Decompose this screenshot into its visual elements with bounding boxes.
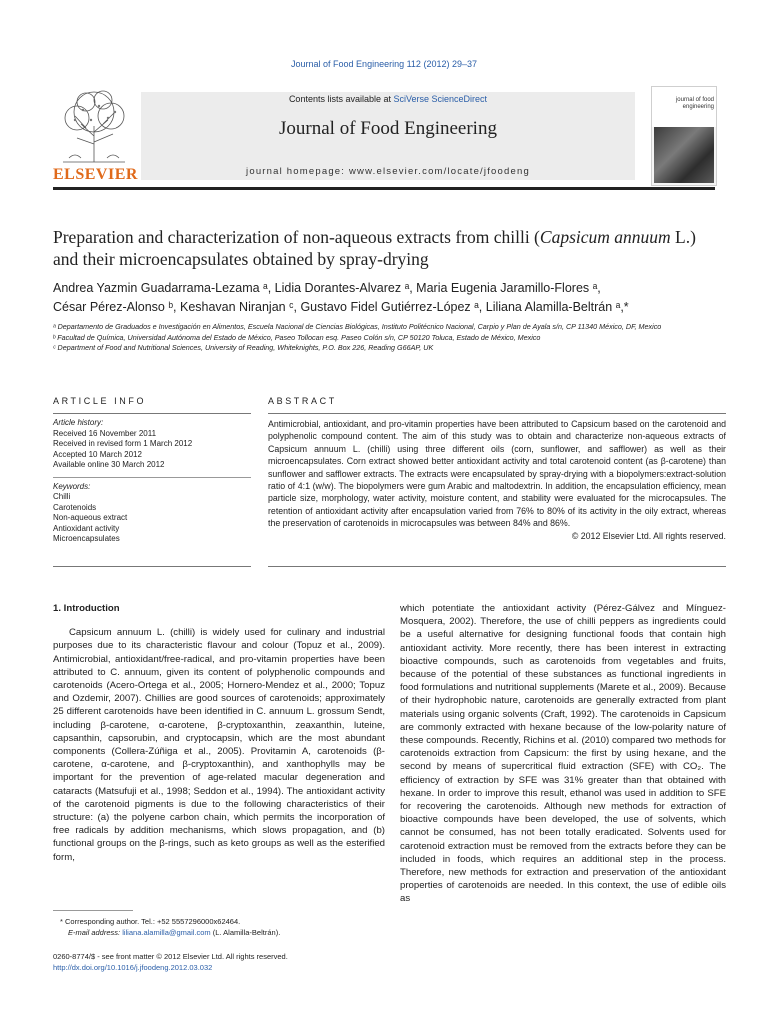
- keyword: Antioxidant activity: [53, 523, 120, 533]
- intro-heading: 1. Introduction: [53, 603, 120, 614]
- article-info: [53, 418, 251, 545]
- info-bottom-rule: [53, 566, 251, 567]
- journal-cover-image: [651, 86, 717, 186]
- keyword: Microencapsulates: [53, 534, 120, 543]
- journal-header: [53, 86, 715, 184]
- abstract-text: Antimicrobial, antioxidant, and pro-vitamin properties have been attributed to Capsicum based on the carotenoid and polyphenolic compound content. The aim of this study was to obtain and characterize non-aqueous extracts of Capsicum annuum L. (chilli) using three different oils (corn, sunflower, and safflower) as well as their microencapsulates. Corn extract showed better antioxidant activity and total carotenoid content (as β-carotene) than sunflower and safflower extracts. The extracts were encapsulated by spray-drying with a biopolymers:extract-solution ratio of 4:1 (w/w). The biopolymers were gum Arabic and maltodextrin. In addition, the encapsulation efficiency, mean particle size, morphology, water activity, moisture content, and stability were evaluated for the microcapsules. The retention of antioxidant activity after encapsulation varied from 76% to 80% of its activity in the oily extract, whereas the preservation of carotenoids in microcapsules was between 84% and 86%.: [268, 419, 726, 529]
- email-line: [60, 928, 380, 939]
- abstract: [268, 418, 726, 542]
- affiliation-a: ᵃ Departamento de Graduados e Investigación en Alimentos, Escuela Nacional de Ciencias Biológicas, Instituto Politécnico Nacional, Carpio y Plan de Ayala s/n, CP 11340 México, DF, Mexico: [53, 322, 662, 331]
- keyword: Chilli: [53, 492, 71, 501]
- history-item: Accepted 10 March 2012: [53, 449, 142, 459]
- keyword: Carotenoids: [53, 502, 97, 512]
- elsevier-logo: [53, 86, 138, 184]
- article-info-rule: [53, 413, 251, 414]
- title-italic: Capsicum annuum: [539, 227, 671, 247]
- elsevier-tree-icon: [53, 86, 135, 164]
- title-part2: L.) and their microencapsulates obtained by spray-drying: [53, 227, 696, 269]
- history-item: Available online 30 March 2012: [53, 460, 165, 469]
- issn-line: 0260-8774/$ - see front matter © 2012 Elsevier Ltd. All rights reserved.: [53, 952, 288, 961]
- authors-line-2: César Pérez-Alonso ᵇ, Keshavan Niranjan ᶜ, Gustavo Fidel Gutiérrez-López ᵃ, Liliana Alamilla-Beltrán ᵃ,*: [53, 300, 629, 314]
- publisher-name: ELSEVIER: [53, 166, 138, 183]
- contents-line: [141, 94, 635, 104]
- info-divider: [53, 477, 251, 478]
- copyright: © 2012 Elsevier Ltd. All rights reserved.: [571, 530, 726, 541]
- header-divider: [53, 187, 715, 190]
- article-title: [53, 226, 715, 270]
- affiliation-c: ᶜ Department of Food and Nutritional Sciences, University of Reading, Whiteknights, P.O. Box 226, Reading G66AP, UK: [53, 343, 434, 352]
- journal-homepage[interactable]: journal homepage: www.elsevier.com/locate/jfoodeng: [246, 166, 530, 177]
- email-label: E-mail address:: [68, 927, 123, 937]
- history-label: Article history:: [53, 418, 104, 427]
- title-part1: Preparation and characterization of non-aqueous extracts from chilli (: [53, 227, 540, 247]
- cover-photo: [654, 127, 714, 183]
- affiliations: [53, 322, 715, 354]
- corresponding-author: * Corresponding author. Tel.: +52 5557296000x62464.: [60, 917, 241, 926]
- journal-name: Journal of Food Engineering: [279, 118, 497, 139]
- intro-paragraph-continued: which potentiate the antioxidant activity (Pérez-Gálvez and Mínguez-Mosquera, 2002). Therefore, the use of chilli peppers as ingredients could be a useful alternative for designing functional foods that contain high antioxidant activity. More recently, there has been interest in extracting bioactive compounds, such as carotenoids from vegetables and fruits, because of the potential of these substances as functional ingredients in food formulations and nutritional supplements (Marete et al., 2009). Because of their hydrophobic nature, carotenoids are generally extracted from plant materials using organic solvents (Craft, 1992). The carotenoids in Capsicum are commonly extracted with hexane because of the low-polarity nature of these compounds. Recently, Richins et al. (2010) compared two methods for carotenoids extraction from Capsicum: the first by using hexane, and the second by means of supercritical fluid extraction (SFE) with CO₂. The efficiency of extraction by SFE was 31% greater than that obtained with hexane. In order to improve this result, ethanol was used in addition to SFE for recovering the carotenoids. Although new methods for extraction of bioactive compounds have been developed, the use of solvents, which cannot be consumed, has not been totally eradicated. Solvents used for carotenoid extraction must be removed from the extracts before they can be included in foods, which requires an additional step in the process. Therefore, new methods for extraction and preservation of the antioxidant properties of carotenoids are needed. In this context, the use of edible oils as: [400, 603, 726, 905]
- abstract-rule: [268, 413, 726, 414]
- issn-block: [53, 952, 383, 973]
- keyword: Non-aqueous extract: [53, 513, 128, 522]
- email-link[interactable]: liliana.alamilla@gmail.com: [122, 927, 211, 937]
- author-list: [53, 279, 715, 317]
- footnotes: [60, 917, 380, 938]
- body-left-column: [53, 602, 385, 864]
- keywords-label: Keywords:: [53, 481, 91, 491]
- abstract-bottom-rule: [268, 566, 726, 567]
- history-item: Received in revised form 1 March 2012: [53, 439, 193, 448]
- email-suffix: (L. Alamilla-Beltrán).: [210, 927, 281, 937]
- body-right-column: [400, 602, 726, 906]
- abstract-heading: ABSTRACT: [268, 396, 337, 406]
- article-info-heading: ARTICLE INFO: [53, 396, 147, 406]
- sciencedirect-link[interactable]: SciVerse ScienceDirect: [393, 94, 488, 104]
- history-item: Received 16 November 2011: [53, 428, 157, 438]
- affiliation-b: ᵇ Facultad de Química, Universidad Autónoma del Estado de México, Paseo Tollocan esq. Paseo Colón s/n, CP 50120 Toluca, Estado de México, Mexico: [53, 332, 541, 342]
- journal-citation[interactable]: Journal of Food Engineering 112 (2012) 29–37: [291, 59, 477, 69]
- authors-line-1: Andrea Yazmin Guadarrama-Lezama ᵃ, Lidia Dorantes-Alvarez ᵃ, Maria Eugenia Jaramillo-Flores ᵃ,: [53, 281, 601, 295]
- intro-paragraph: Capsicum annuum L. (chilli) is widely used for culinary and industrial purposes due to its characteristic flavour and colour (Topuz et al., 2009). Antimicrobial, antioxidant/free-radical, and pro-vitamin properties have been attributed to C. annuum, given its content of polyphenolic compounds and carotenoids (Acero-Ortega et al., 2005; Hornero-Mendez et al., 2000; Topuz and Ozdemir, 2007). Chillies are good sources of carotenoids; approximately 25 different carotenoids have been identified in C. annuum L. grossum Sendt, including β-carotene, α-carotene, β-cryptoxanthin, zeaxanthin, luteine, capsanthin, capsorubin, and cryptocapsin, which are the most abundant components (Collera-Zúñiga et al., 2005). Provitamin A, carotenoids (β-carotene, α-carotene, and β-cryptoxanthin), and xanthophylls may be important for the prevention of age-related macular degeneration and cataracts (Matsufuji et al., 1998; Seddon et al., 1994). The antioxidant activity of the carotenoid pigments is due to the following characteristics of their structure: (a) the polyene carbon chain, which permits the incorporation of free radicals by addition mechanisms, which slows propagation, and (b) functional groups on the β-rings, such as keto groups as well as the esterified form,: [53, 627, 385, 863]
- doi-link[interactable]: http://dx.doi.org/10.1016/j.jfoodeng.2012.03.032: [53, 962, 213, 972]
- footnote-rule: [53, 910, 133, 911]
- journal-banner: [141, 92, 635, 180]
- contents-prefix: Contents lists available at: [288, 94, 394, 104]
- cover-title: journal of food engineering: [675, 97, 714, 110]
